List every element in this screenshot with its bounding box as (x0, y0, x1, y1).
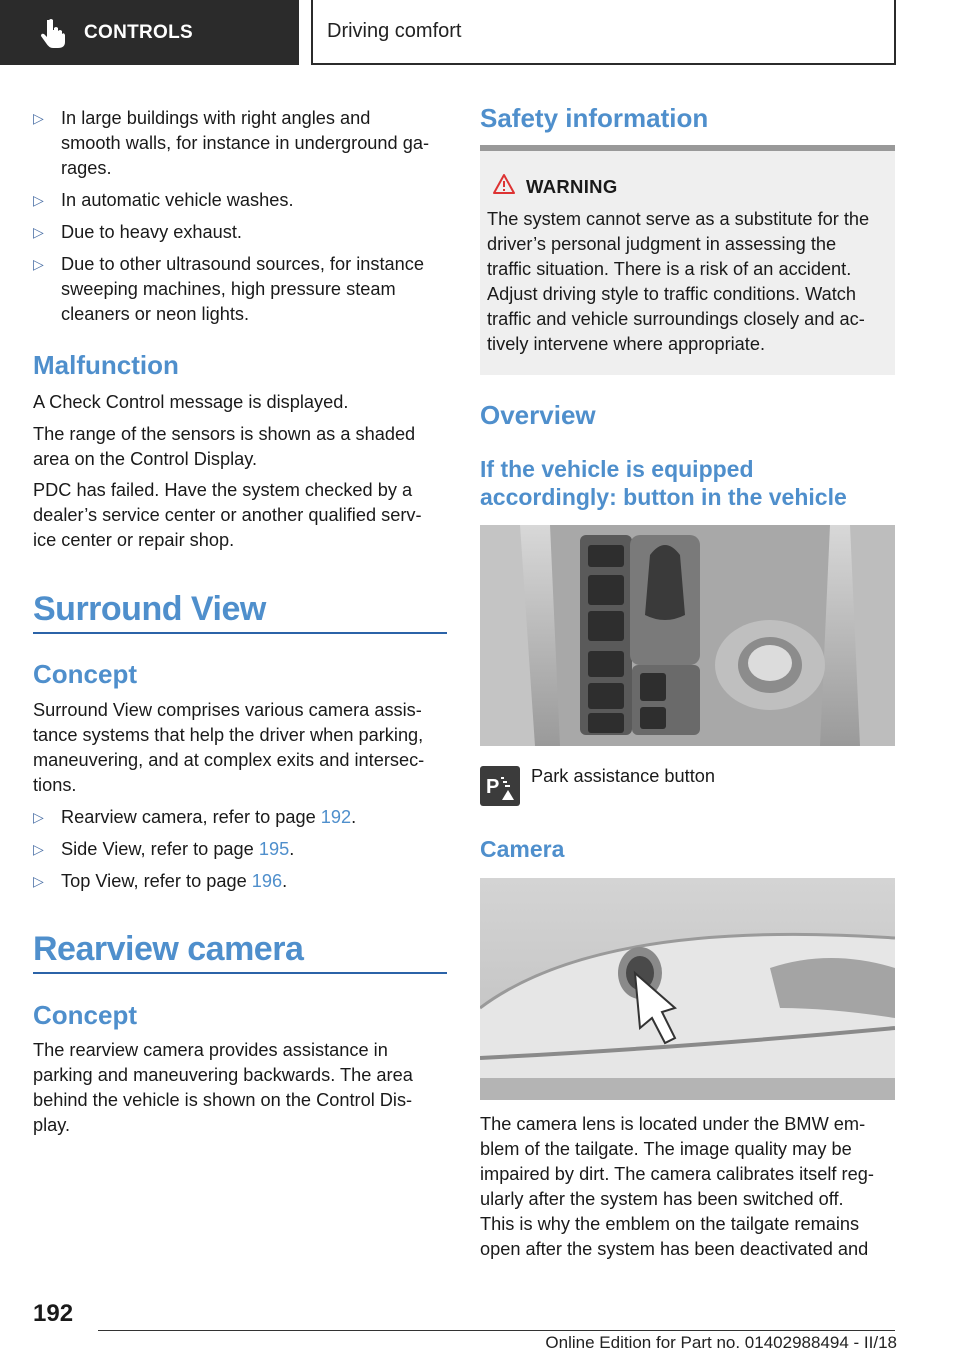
text-line: dealer’s service center or another qualified serv‐ (33, 505, 422, 525)
page-link-196[interactable]: 196 (251, 871, 283, 891)
concept-text (33, 1038, 447, 1138)
list-item-line: Due to other ultrasound sources, for instance (61, 254, 424, 274)
text-line: If the vehicle is equipped (480, 456, 754, 482)
safety-heading: Safety information (480, 103, 709, 133)
rearview-camera-heading: Rearview camera (33, 930, 304, 968)
text-line: tions. (33, 775, 77, 795)
malfunction-heading: Malfunction (33, 350, 179, 380)
text-line: tively intervene where appropriate. (487, 334, 766, 354)
text-line: ice center or repair shop. (33, 530, 235, 550)
tailgate-camera-image (480, 878, 895, 1100)
triangle-bullet-icon: ▷ (33, 192, 44, 208)
triangle-bullet-icon: ▷ (33, 841, 44, 857)
warning-triangle-icon (492, 173, 516, 195)
ref-end: . (282, 871, 288, 891)
malfunction-text (33, 422, 447, 472)
malfunction-text (33, 478, 447, 553)
list-item-line: Due to heavy exhaust. (61, 222, 242, 242)
text-line: impaired by dirt. The camera calibrates itself reg‐ (480, 1164, 874, 1184)
page-number: 192 (33, 1300, 74, 1327)
list-item-line: In large buildings with right angles and (61, 108, 371, 128)
text-line: PDC has failed. Have the system checked by a (33, 480, 413, 500)
list-item-line: smooth walls, for instance in underground ga‐ (61, 133, 429, 153)
text-line: maneuvering, and at complex exits and intersec‐ (33, 750, 425, 770)
surround-view-heading: Surround View (33, 590, 266, 628)
list-item-line: cleaners or neon lights. (61, 304, 250, 324)
concept-heading: Concept (33, 1000, 137, 1030)
text-line: The camera lens is located under the BMW em‐ (480, 1114, 866, 1134)
page-link-192[interactable]: 192 (320, 807, 352, 827)
text-line: blem of the tailgate. The image quality may be (480, 1139, 852, 1159)
list-item-line: sweeping machines, high pressure steam (61, 279, 396, 299)
text-line: Surround View comprises various camera assis‐ (33, 700, 422, 720)
park-assistance-button-icon (480, 766, 520, 806)
text-line: The rearview camera provides assistance in (33, 1040, 388, 1060)
page-link-195[interactable]: 195 (258, 839, 290, 859)
ref-end: . (351, 807, 357, 827)
text-line: A Check Control message is displayed. (33, 392, 349, 412)
triangle-bullet-icon: ▷ (33, 224, 44, 240)
camera-text (480, 1112, 895, 1262)
footer-text: Online Edition for Part no. 01402988494 - II/18 (545, 1333, 897, 1352)
heading-rule (33, 972, 447, 974)
warning-text (487, 207, 892, 357)
svg-text:P: P (486, 776, 500, 798)
chapter-title: Driving comfort (311, 0, 896, 65)
text-line: play. (33, 1115, 71, 1135)
overview-subheading (480, 455, 895, 511)
concept-text (33, 698, 447, 798)
text-line: tance systems that help the driver when parking, (33, 725, 424, 745)
text-line: parking and maneuvering backwards. The area (33, 1065, 413, 1085)
warning-box (480, 145, 895, 375)
text-line: This is why the emblem on the tailgate remains (480, 1214, 860, 1234)
section-tab (0, 0, 299, 65)
malfunction-text (33, 390, 447, 415)
text-line: traffic situation. There is a risk of an accident. (487, 259, 852, 279)
ref-end: . (289, 839, 295, 859)
text-line: accordingly: button in the vehicle (480, 484, 847, 510)
concept-heading: Concept (33, 659, 137, 689)
text-line: behind the vehicle is shown on the Control Dis‐ (33, 1090, 413, 1110)
list-item-line: In automatic vehicle washes. (61, 190, 294, 210)
text-line: ularly after the system has been switched off. (480, 1189, 844, 1209)
camera-heading: Camera (480, 836, 565, 862)
footer-rule (98, 1330, 895, 1331)
heading-rule (33, 632, 447, 634)
text-line: area on the Control Display. (33, 449, 258, 469)
triangle-bullet-icon: ▷ (33, 809, 44, 825)
ref-text: Top View, refer to page (61, 871, 252, 891)
list-item-line: rages. (61, 158, 112, 178)
text-line: open after the system has been deactivated and (480, 1239, 869, 1259)
warning-label: WARNING (526, 176, 618, 197)
ref-text: Side View, refer to page (61, 839, 259, 859)
text-line: traffic and vehicle surroundings closely and ac‐ (487, 309, 865, 329)
text-line: driver’s personal judgment in assessing the (487, 234, 837, 254)
text-line: The system cannot serve as a substitute for the (487, 209, 870, 229)
center-console-image (480, 525, 895, 746)
overview-heading: Overview (480, 400, 596, 430)
text-line: Adjust driving style to traffic conditions. Watch (487, 284, 856, 304)
triangle-bullet-icon: ▷ (33, 110, 44, 126)
triangle-bullet-icon: ▷ (33, 256, 44, 272)
ref-text: Rearview camera, refer to page (61, 807, 321, 827)
text-line: The range of the sensors is shown as a shaded (33, 424, 416, 444)
triangle-bullet-icon: ▷ (33, 873, 44, 889)
hand-pointer-icon (40, 18, 66, 48)
park-assistance-label: Park assistance button (531, 766, 715, 786)
section-label: CONTROLS (84, 21, 194, 43)
